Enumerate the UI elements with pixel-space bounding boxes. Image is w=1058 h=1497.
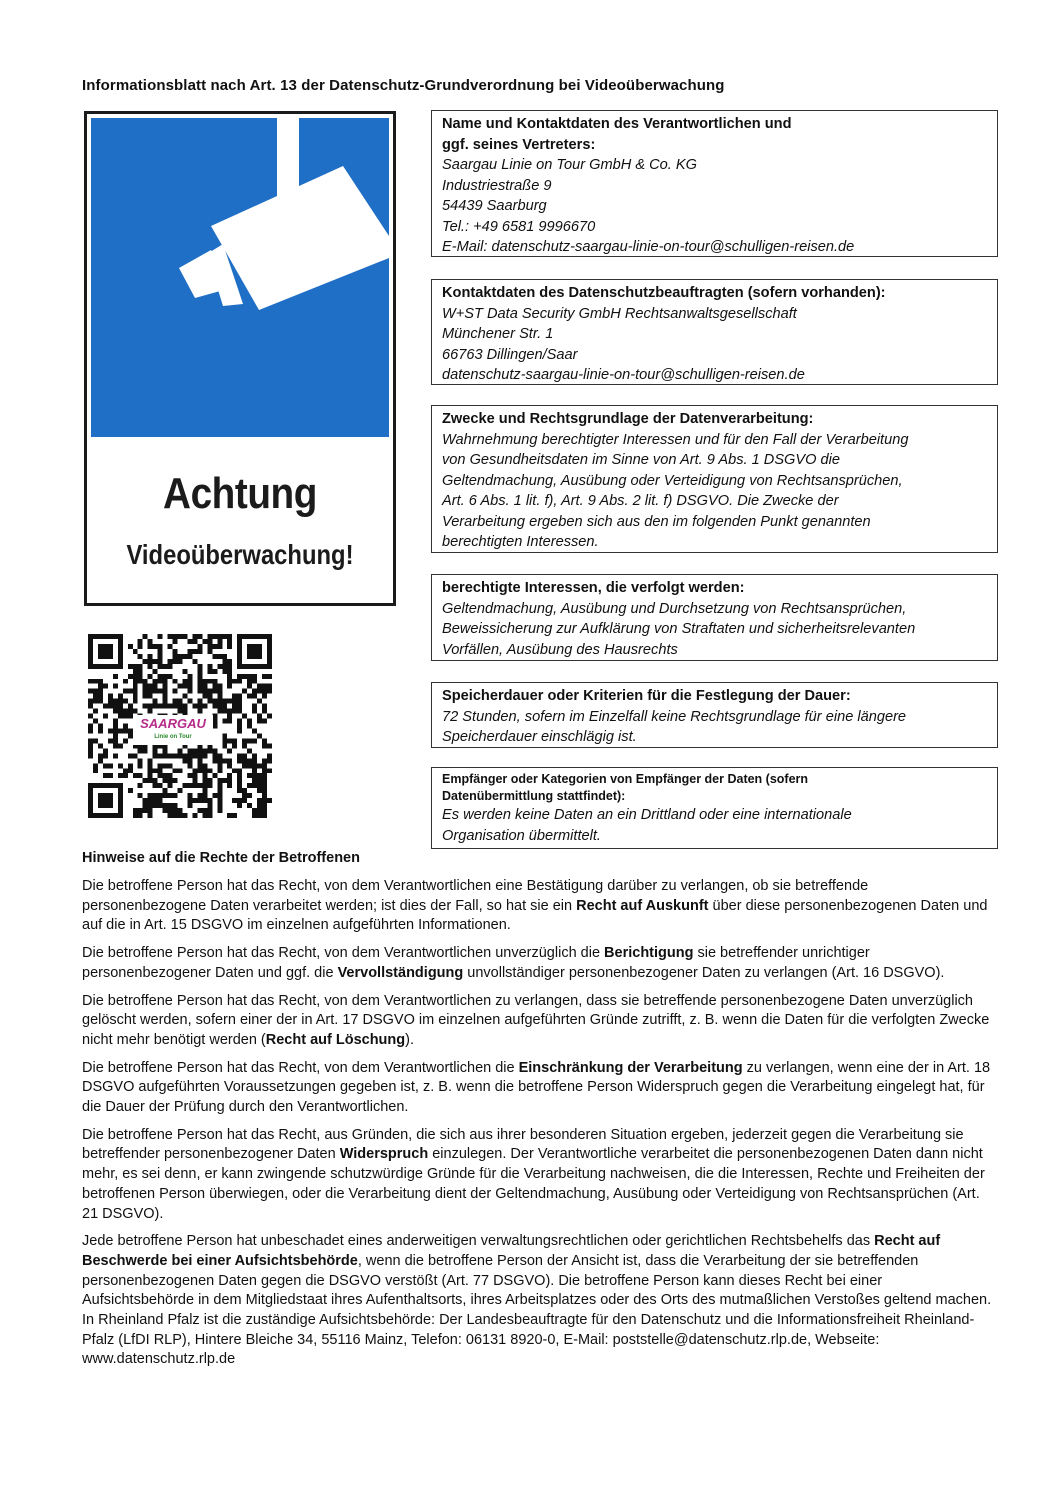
controller-email[interactable]: E-Mail: datenschutz-saargau-linie-on-tour@schulligen-reisen.de [442, 239, 855, 255]
video-surveillance-sign [84, 111, 396, 606]
box-body: Es werden keine Daten an ein Drittland oder eine internationale Organisation übermittelt. [442, 807, 852, 844]
box-heading: Zwecke und Rechtsgrundlage der Datenverarbeitung: [442, 411, 814, 427]
right-paragraph-erasure: Die betroffene Person hat das Recht, von dem Verantwortlichen zu verlangen, dass sie betreffende personenbezogene Daten unverzüglich gelöscht werden, sofern einer der in Art. 17 DSGVO im einzelnen aufgeführten Gründe zutrifft, z. B. wenn die Daten für die verfolgten Zwecke nicht mehr benötigt werden (Recht auf Löschung). [82, 992, 990, 1048]
box-heading: Kontaktdaten des Datenschutzbeauftragten (sofern vorhanden): [442, 285, 886, 301]
sign-subheading: Videoüberwachung! [126, 539, 354, 570]
rights-section [82, 877, 992, 1378]
box-body: Geltendmachung, Ausübung und Durchsetzung von Rechtsansprüchen, Beweissicherung zur Aufklärung von Straftaten und sicherheitsrelevanten Vorfällen, Ausübung des Hausrechts [442, 600, 916, 658]
box-dpo-contact [431, 279, 998, 385]
right-paragraph-restriction: Die betroffene Person hat das Recht, von dem Verantwortlichen die Einschränkung der Verarbeitung zu verlangen, wenn eine der in Art. 18 DSGVO aufgeführten Voraussetzungen gegeben ist, z. B. wenn die betroffene Person Widerspruch gegen die Verarbeitung eingelegt hat, für die Dauer der Prüfung durch den Verantwortlichen. [82, 1059, 991, 1116]
box-body: W+ST Data Security GmbH Rechtsanwaltsgesellschaft Münchener Str. 1 66763 Dillingen/Saar datenschutz-saargau-linie-on-tour@schulligen-reisen.de [442, 304, 989, 386]
box-heading: Empfänger oder Kategorien von Empfänger der Daten (sofern Datenübermittlung stattfindet): [442, 772, 809, 803]
box-heading: Name und Kontaktdaten des Verantwortlichen und ggf. seines Vertreters: [442, 116, 792, 153]
box-body: 72 Stunden, sofern im Einzelfall keine Rechtsgrundlage für eine längere Speicherdauer einschlägig ist. [442, 708, 907, 745]
rights-heading: Hinweise auf die Rechte der Betroffenen [82, 850, 360, 866]
box-heading: Speicherdauer oder Kriterien für die Festlegung der Dauer: [442, 688, 851, 704]
box-heading: berechtigte Interessen, die verfolgt werden: [442, 580, 745, 596]
box-purposes [431, 405, 998, 553]
box-recipients [431, 767, 998, 849]
right-paragraph-complaint: Jede betroffene Person hat unbeschadet eines anderweitigen verwaltungsrechtlichen oder gerichtlichen Rechtsbehelfs das Recht auf Beschwerde bei einer Aufsichtsbehörde, wenn die betroffene Person der Ansicht ist, dass die Verarbeitung der sie betreffenden personenbezogenen Daten gegen die DSGVO verstößt (Art. 77 DSGVO). Die betroffene Person kann dieses Recht bei einer Aufsichtsbehörde in dem Mitgliedstaat ihres Aufenthaltsorts, ihres Arbeitsplatzes oder des Orts des mutmaßlichen Verstoßes geltend machen. In Rheinland Pfalz ist die zuständige Aufsichtsbehörde: Der Landesbeauftragte für den Datenschutz und die Informationsfreiheit Rheinland-Pfalz (LfDI RLP), Hintere Bleiche 34, 55116 Mainz, Telefon: 06131 8920-0, E-Mail: poststelle@datenschutz.rlp.de, Webseite: www.datenschutz.rlp.de [82, 1233, 992, 1368]
box-retention [431, 682, 998, 748]
box-body: Wahrnehmung berechtigter Interessen und für den Fall der Verarbeitung von Gesundheitsdaten im Sinne von Art. 9 Abs. 1 DSGVO die Geltendmachung, Ausübung oder Verteidigung von Rechtsansprüchen, Art. 6 Abs. 1 lit. f), Art. 9 Abs. 2 lit. f) DSGVO. Die Zwecke der Verarbeitung ergeben sich aus den im folgenden Punkt genannten berechtigten Interessen. [442, 431, 909, 550]
sign-blue-panel [91, 118, 389, 437]
logo-text: SAARGAU [140, 716, 206, 731]
box-controller-contact [431, 110, 998, 257]
sign-heading: Achtung [163, 469, 317, 518]
right-paragraph-rectification: Die betroffene Person hat das Recht, von dem Verantwortlichen unverzüglich die Berichtigung sie betreffender unrichtiger personenbezogener Daten und ggf. die Vervollständigung unvollständiger personenbezogener Daten zu verlangen (Art. 16 DSGVO). [82, 945, 945, 981]
box-interests [431, 574, 998, 661]
page-title: Informationsblatt nach Art. 13 der Datenschutz-Grundverordnung bei Videoüberwachung [82, 77, 725, 94]
dpo-email[interactable]: datenschutz-saargau-linie-on-tour@schulligen-reisen.de [442, 367, 805, 383]
box-body: Saargau Linie on Tour GmbH & Co. KG Industriestraße 9 54439 Saarburg Tel.: +49 6581 9996670 E-Mail: datenschutz-saargau-linie-on-tour@schulligen-reisen.de [442, 155, 989, 258]
saargau-logo [133, 715, 213, 745]
right-paragraph-access: Die betroffene Person hat das Recht, von dem Verantwortlichen eine Bestätigung darüber zu verlangen, ob sie betreffende personenbezogene Daten verarbeitet werden; ist dies der Fall, so hat sie ein Recht auf Auskunft über diese personenbezogenen Daten und auf die in Art. 15 DSGVO im einzelnen aufgeführten Informationen. [82, 878, 988, 934]
logo-subtext: Linie on Tour [154, 734, 192, 740]
camera-icon [91, 118, 389, 437]
right-paragraph-objection: Die betroffene Person hat das Recht, aus Gründen, die sich aus ihrer besonderen Situation ergeben, jederzeit gegen die Verarbeitung sie betreffender personenbezogener Daten Widerspruch einzulegen. Der Verantwortliche verarbeitet die personenbezogenen Daten dann nicht mehr, es sei denn, er kann zwingende schutzwürdige Gründe für die Verarbeitung nachweisen, die die Interessen, Rechte und Freiheiten der betroffenen Person überwiegen, oder die Verarbeitung dient der Geltendmachung, Ausübung oder Verteidigung von Rechtsansprüchen (Art. 21 DSGVO). [82, 1126, 985, 1222]
